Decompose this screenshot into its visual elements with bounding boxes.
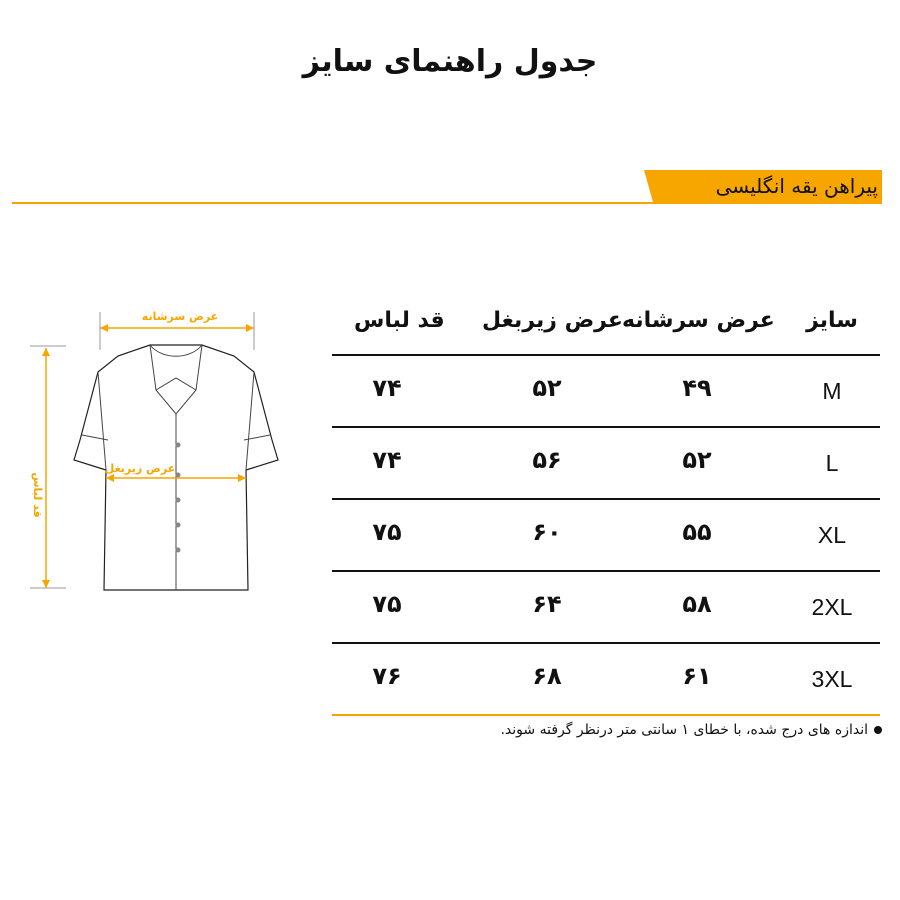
bullet-icon xyxy=(874,726,882,734)
table-row xyxy=(332,644,880,716)
length-cell: ۷۵ xyxy=(372,590,402,618)
header-shoulder: عرض سرشانه xyxy=(622,308,775,333)
note-text: اندازه های درج شده، با خطای ۱ سانتی متر درنظر گرفته شوند. xyxy=(500,722,868,738)
shoulder-width-label: عرض سرشانه xyxy=(141,310,219,323)
table-header xyxy=(332,296,880,356)
size-cell: 2XL xyxy=(811,594,853,620)
length-cell: ۷۴ xyxy=(372,446,402,474)
shirt-illustration xyxy=(0,290,310,610)
length-cell: ۷۵ xyxy=(372,518,402,546)
table-row xyxy=(332,572,880,644)
shoulder-cell: ۶۱ xyxy=(682,662,712,690)
shoulder-cell: ۵۵ xyxy=(682,518,712,546)
chest-cell: ۵۶ xyxy=(532,446,562,474)
size-cell: M xyxy=(822,378,842,404)
shoulder-cell: ۴۹ xyxy=(682,374,712,402)
shoulder-cell: ۵۸ xyxy=(682,590,712,618)
measurement-note xyxy=(500,722,882,738)
button-4 xyxy=(176,523,181,528)
length-cell: ۷۶ xyxy=(372,662,402,690)
button-5 xyxy=(176,548,181,553)
shirt-diagram xyxy=(0,290,310,610)
header-length: قد لباس xyxy=(354,308,445,333)
shoulder-cell: ۵۲ xyxy=(682,446,712,474)
button-3 xyxy=(176,498,181,503)
table-row xyxy=(332,356,880,428)
size-cell: 3XL xyxy=(811,666,853,692)
header-chest: عرض زیربغل xyxy=(482,308,623,333)
chest-cell: ۵۲ xyxy=(532,374,562,402)
button-1 xyxy=(176,443,181,448)
section-label: پیراهن یقه انگلیسی xyxy=(715,174,878,198)
length-label: قد لباس xyxy=(31,472,44,518)
chest-cell: ۶۸ xyxy=(532,662,562,690)
table-row xyxy=(332,428,880,500)
size-cell: L xyxy=(825,450,839,476)
length-cell: ۷۴ xyxy=(372,374,402,402)
chest-cell: ۶۴ xyxy=(532,590,562,618)
size-cell: XL xyxy=(817,522,847,548)
chest-cell: ۶۰ xyxy=(532,518,562,546)
table-row xyxy=(332,500,880,572)
page-title: جدول راهنمای سایز xyxy=(302,44,598,79)
button-2 xyxy=(176,473,181,478)
chest-width-label: عرض زیربغل xyxy=(104,462,176,475)
header-size: سایز xyxy=(806,308,858,333)
size-table xyxy=(332,296,880,716)
